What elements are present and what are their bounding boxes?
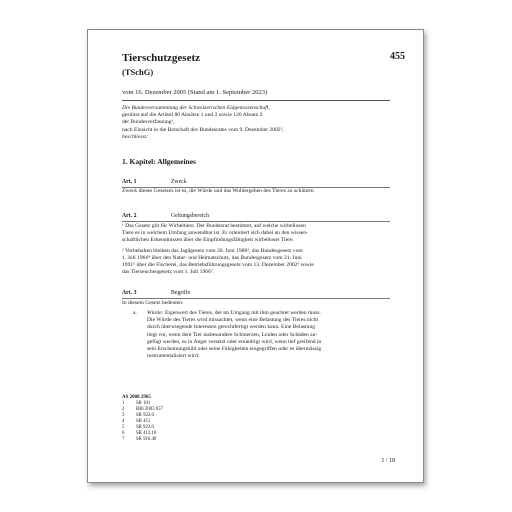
article-line: Tiere es in welchem Umfang anwendbar ist. Er orientiert sich dabei an den wissen- <box>122 230 308 237</box>
article-line: Zweck dieses Gesetzes ist es, die Würde und das Wohlergehen des Tieres zu schützen. <box>122 188 315 194</box>
preamble-line: gestützt auf die Artikel 80 Absätze 1 und 2 sowie 120 Absatz 2 <box>122 112 263 119</box>
article-line: schaftlichen Erkenntnissen über die Empfindungsfähigkeit wirbelloser Tiere. <box>122 237 294 244</box>
document-page <box>87 29 424 483</box>
preamble-line: Die Bundesversammlung der Schweizerischen Eidgenossenschaft, <box>122 105 270 111</box>
footnote: 6 SR 412.10 <box>122 431 157 436</box>
article-number: Art. 3 <box>122 290 137 296</box>
article-heading-2 <box>122 213 209 219</box>
footnote: 7 SR 916.40 <box>122 437 157 442</box>
article-line: liegt vor, wenn dem Tier insbesondere Schmerzen, Leiden oder Schäden zu- <box>147 331 318 338</box>
header-divider <box>122 100 390 101</box>
article-title: Begriffe <box>171 290 191 296</box>
article-line: Die Würde des Tieres wird missachtet, wenn eine Belastung des Tieres nicht <box>147 317 319 324</box>
article-heading-1 <box>122 179 187 185</box>
article-divider <box>122 221 390 222</box>
article-line: ² Vorbehalten bleiben das Jagdgesetz vom 20. Juni 1986³, das Bundesgesetz vom <box>122 247 303 254</box>
article-heading-3 <box>122 290 190 296</box>
article-number: Art. 1 <box>122 179 137 185</box>
preamble-line: nach Einsicht in die Botschaft des Bundesrates vom 9. Dezember 2002², <box>122 126 284 133</box>
article-line: Eigenwert des Tieres, der im Umgang mit ihm geachtet werden muss. <box>163 310 321 316</box>
date-line: vom 16. Dezember 2005 (Stand am 1. September 2023) <box>122 89 268 96</box>
article-intro-3: In diesem Gesetz bedeuten: <box>122 300 184 306</box>
footnote: 5 SR 923.0 <box>122 425 154 430</box>
preamble <box>122 105 284 141</box>
article-item-a <box>133 310 321 360</box>
footnote: 4 SR 451 <box>122 419 151 424</box>
article-title: Geltungsbereich <box>171 213 209 219</box>
article-line: das Tierseuchengesetz vom 1. Juli 1966⁷. <box>122 269 215 276</box>
article-body-2 <box>122 223 314 276</box>
footnote: 3 SR 922.0 <box>122 413 154 418</box>
article-line: durch überwiegende Interessen gerechtfertigt werden kann. Eine Belastung <box>147 324 316 331</box>
article-line: instrumentalisiert wird; <box>147 353 200 360</box>
preamble-line: beschliesst: <box>122 133 149 140</box>
article-divider <box>122 298 390 299</box>
article-line: 1991⁵ über die Fischerei, das Betriebsführungsgesetz vom 13. Dezember 2002⁶ sowie <box>122 262 314 269</box>
article-line: 1. Juli 1966⁴ über den Natur- und Heimatschutz, das Bundesgesetz vom 21. Juni <box>122 254 302 261</box>
footnote: 1 SR 101 <box>122 401 151 406</box>
article-body-1 <box>122 188 315 195</box>
document-title: Tierschutzgesetz <box>122 52 200 64</box>
article-number: Art. 2 <box>122 213 137 219</box>
article-line: gefügt werden, es in Angst versetzt oder erniedrigt wird, wenn tief greifend in <box>147 338 322 345</box>
item-letter: a. <box>133 310 137 316</box>
item-term: Würde: <box>147 310 164 316</box>
footnote: 2 BBl 2003 657 <box>122 407 163 412</box>
document-abbreviation: (TSchG) <box>122 67 154 77</box>
as-reference: AS 2008 2965 <box>122 395 151 400</box>
chapter-heading: 1. Kapitel: Allgemeines <box>122 157 196 166</box>
page-counter: 1 / 18 <box>381 458 395 464</box>
article-line: ¹ Das Gesetz gilt für Wirbeltiere. Der Bundesrat bestimmt, auf welche wirbellosen <box>122 223 306 229</box>
article-line: sein Erscheinungsbild oder seine Fähigkeiten eingegriffen oder es übermässig <box>147 346 322 353</box>
article-title: Zweck <box>171 179 187 185</box>
footnotes <box>122 395 163 443</box>
preamble-line: der Bundesverfassung¹, <box>122 119 175 126</box>
page-number: 455 <box>390 51 405 62</box>
